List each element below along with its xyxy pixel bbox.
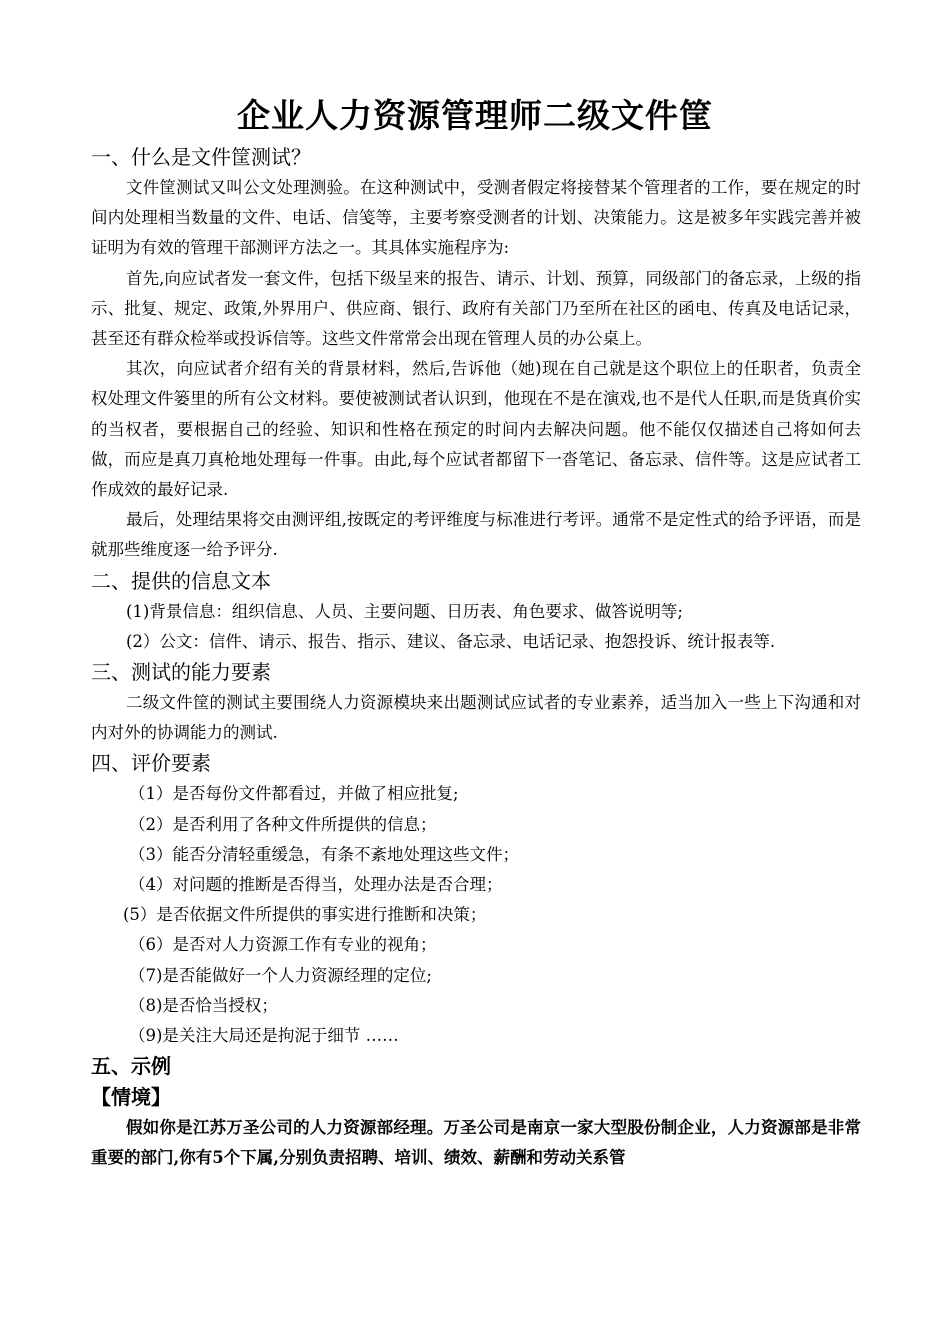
section-heading-5: 五、示例 xyxy=(91,1054,171,1079)
criteria-item: （7)是否能做好一个人力资源经理的定位; xyxy=(129,965,432,985)
document-title: 企业人力资源管理师二级文件筐 xyxy=(237,96,713,135)
section-heading-3: 三、测试的能力要素 xyxy=(91,660,271,685)
criteria-item: （9)是关注大局还是拘泥于细节 …… xyxy=(129,1026,399,1046)
criteria-item: （1）是否每份文件都看过，并做了相应批复; xyxy=(129,784,459,804)
criteria-item: （3）能否分清轻重缓急，有条不紊地处理这些文件； xyxy=(129,844,519,864)
paragraph: 二级文件筐的测试主要围绕人力资源模块来出题测试应试者的专业素养，适当加入一些上下沟通和对内对外的协调能力的测试. xyxy=(91,693,861,743)
criteria-item: （4）对问题的推断是否得当，处理办法是否合理； xyxy=(129,875,503,895)
section-heading-1: 一、什么是文件筐测试？ xyxy=(91,145,311,169)
section-heading-2: 二、提供的信息文本 xyxy=(91,568,271,593)
paragraph: 首先,向应试者发一套文件，包括下级呈来的报告、请示、计划、预算，同级部门的备忘录，上级的指示、批复、规定、政策,外界用户、供应商、银行、政府有关部门乃至所在社区的函电、传真及电话记录，甚至还有群众检举或投诉信等。这些文件常常会出现在管理人员的办公桌上。 xyxy=(91,268,861,349)
criteria-item: （6）是否对人力资源工作有专业的视角； xyxy=(129,935,437,955)
scenario-heading: 【情境】 xyxy=(91,1085,171,1110)
paragraph: 文件筐测试又叫公文处理测验。在这种测试中，受测者假定将接替某个管理者的工作，要在规定的时间内处理相当数量的文件、电话、信笺等，主要考察受测者的计划、决策能力。这是被多年实践完善并被证明为有效的管理干部测评方法之一。其具体实施程序为: xyxy=(91,178,861,258)
paragraph: 其次，向应试者介绍有关的背景材料，然后,告诉他（她)现在自己就是这个职位上的任职者，负责全权处理文件篓里的所有公文材料。要使被测试者认识到，他现在不是在演戏,也不是代人任职,而是货真价实的当权者，要根据自己的经验、知识和性格在预定的时间内去解决问题。他不能仅仅描述自己将如何去做，而应是真刀真枪地处理每一件事。由此,每个应试者都留下一沓笔记、备忘录、信件等。这是应试者工作成效的最好记录. xyxy=(91,359,861,500)
criteria-item: (5）是否依据文件所提供的事实进行推断和决策； xyxy=(123,905,487,925)
criteria-item: （8)是否恰当授权； xyxy=(129,995,278,1015)
scenario-paragraph: 假如你是江苏万圣公司的人力资源部经理。万圣公司是南京一家大型股份制企业，人力资源部是非常重要的部门,你有5个下属,分别负责招聘、培训、绩效、薪酬和劳动关系管 xyxy=(91,1118,861,1168)
criteria-item: （2）是否利用了各种文件所提供的信息； xyxy=(129,814,437,834)
paragraph: 最后，处理结果将交由测评组,按既定的考评维度与标准进行考评。通常不是定性式的给予评语，而是就那些维度逐一给予评分. xyxy=(91,510,861,560)
paragraph: (1)背景信息：组织信息、人员、主要问题、日历表、角色要求、做答说明等; xyxy=(126,601,683,621)
section-heading-4: 四、评价要素 xyxy=(91,751,211,776)
document-body xyxy=(91,142,861,1174)
paragraph: (2）公文：信件、请示、报告、指示、建议、备忘录、电话记录、抱怨投诉、统计报表等. xyxy=(126,631,776,651)
